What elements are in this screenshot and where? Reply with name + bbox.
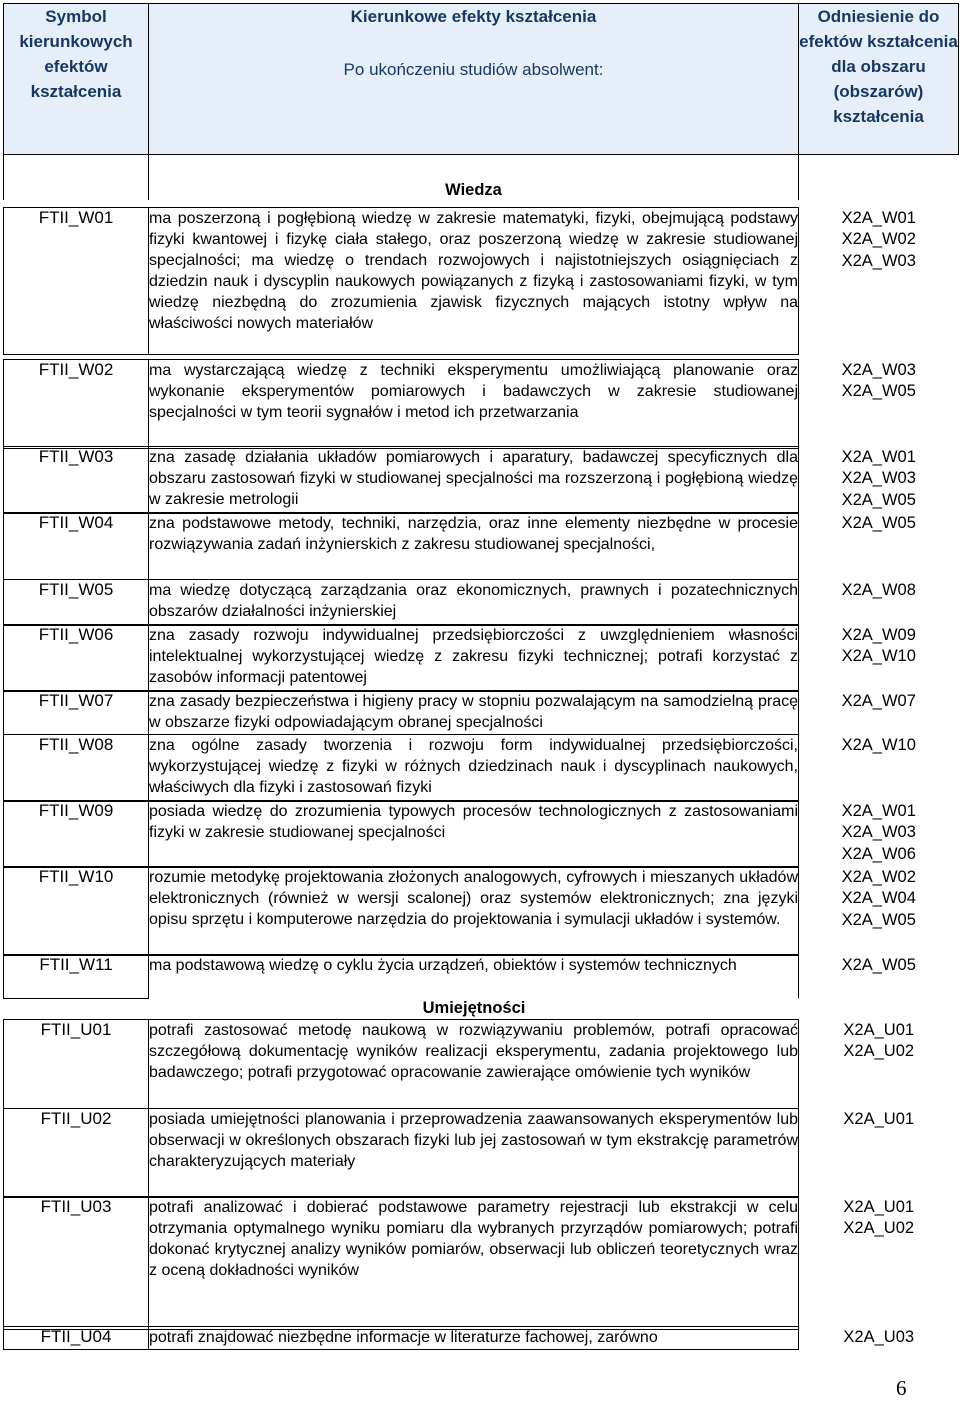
reference-code: X2A_U02: [843, 1219, 915, 1237]
outcome-text: potrafi analizować i dobierać podstawowe parametry rejestracji lub ekstrakcji w celu otrzymania optymalnego wyniku pomiaru dla wybranych przyrządów pomiarowych; potrafi dokonać krytycznej analizy wyników pomiarów, obserwacji lub obliczeń teoretycznych wraz z oceną dokładności wyników: [149, 1197, 799, 1330]
outcome-text: potrafi znajdować niezbędne informacje w literaturze fachowej, zarówno: [149, 1327, 799, 1350]
outcome-text: ma wiedzę dotyczącą zarządzania oraz ekonomicznych, prawnych i pozatechnicznych obszarów działalności inżynierskiej: [149, 580, 799, 626]
reference-code: X2A_W10: [841, 735, 916, 754]
outcome-row: [3, 954, 959, 999]
outcome-row: [3, 1196, 959, 1330]
reference-code: X2A_U02: [843, 1042, 915, 1060]
outcome-symbol: FTII_W11: [4, 955, 149, 999]
outcome-symbol: FTII_W06: [4, 625, 149, 692]
outcome-symbol: FTII_U03: [4, 1197, 149, 1330]
reference-code: X2A_W10: [841, 647, 916, 665]
outcome-symbol: FTII_U01: [4, 1020, 149, 1109]
outcome-row: [3, 866, 959, 956]
outcome-references: [799, 735, 959, 802]
reference-code: X2A_W08: [841, 580, 916, 599]
outcome-references: [799, 513, 959, 580]
header-reference: Odniesienie do efektów kształcenia dla obszaru (obszarów) kształcenia: [799, 4, 959, 155]
outcome-row: [3, 579, 959, 626]
header-outcomes: Kierunkowe efekty kształcenia Po ukończeniu studiów absolwent:: [149, 4, 799, 155]
section-umiejetnosci: Umiejętności: [149, 998, 799, 1018]
outcome-row: [3, 1019, 959, 1109]
outcome-references: [799, 1197, 959, 1330]
outcome-symbol: FTII_U04: [4, 1327, 149, 1350]
outcome-text: zna ogólne zasady tworzenia i rozwoju form indywidualnej przedsiębiorczości, wykorzystującej wiedzę z fizyki w różnych dziedzinach nauk i dyscyplinach naukowych, właściwych dla fizyki i zastosowań fizyki: [149, 735, 799, 802]
outcome-row: [3, 1326, 959, 1350]
reference-code: X2A_W03: [841, 823, 916, 841]
reference-code: X2A_W05: [841, 955, 916, 974]
outcome-row: [3, 1108, 959, 1198]
outcome-symbol: FTII_W01: [4, 208, 149, 355]
reference-code: X2A_W09: [841, 625, 916, 644]
reference-code: X2A_W03: [841, 251, 916, 270]
outcome-symbol: FTII_W02: [4, 360, 149, 449]
outcome-symbol: FTII_W10: [4, 867, 149, 956]
outcome-references: [799, 955, 959, 999]
section-wiedza: Wiedza: [149, 180, 799, 200]
outcome-symbol: FTII_W08: [4, 735, 149, 802]
outcome-text: zna zasady bezpieczeństwa i higieny pracy w stopniu pozwalającym na samodzielną pracę w obszarze fizyki odpowiadającym obranej specjalności: [149, 691, 799, 735]
outcome-row: [3, 800, 959, 868]
outcome-text: ma wystarczającą wiedzę z techniki eksperymentu umożliwiającą planowanie oraz wykonanie eksperymentów pomiarowych i badawczych w zakresie studiowanej specjalności w tym teorii sygnałów i metod ich przetwarzania: [149, 360, 799, 449]
reference-code: X2A_W04: [841, 889, 916, 907]
reference-code: X2A_W02: [841, 230, 916, 248]
outcome-references: [799, 580, 959, 626]
outcome-text: potrafi zastosować metodę naukową w rozwiązywaniu problemów, potrafi opracować szczegółową dokumentację wyników realizacji eksperymentu, zadania projektowego lub badawczego; potrafi przygotować opracowanie zawierające omówienie tych wyników: [149, 1020, 799, 1109]
outcome-references: [799, 1109, 959, 1198]
outcome-text: ma podstawową wiedzę o cyklu życia urządzeń, obiektów i systemów technicznych: [149, 955, 799, 999]
outcome-row: [3, 734, 959, 802]
outcome-references: [799, 208, 959, 355]
outcome-symbol: FTII_W04: [4, 513, 149, 580]
outcomes-body: [3, 180, 959, 200]
outcome-row: [3, 446, 959, 514]
reference-code: X2A_W01: [841, 447, 916, 466]
reference-code: X2A_U01: [843, 1109, 915, 1128]
reference-code: X2A_W02: [841, 867, 916, 886]
reference-code: X2A_W05: [841, 490, 916, 509]
reference-code: X2A_W07: [841, 691, 916, 710]
header-outcomes-subtitle: Po ukończeniu studiów absolwent:: [343, 60, 604, 79]
outcome-text: zna zasady rozwoju indywidualnej przedsiębiorczości z uwzględnieniem własności intelektualnej wykorzystującej wiedzę z zakresu fizyki technicznej; potrafi korzystać z zasobów informacji patentowej: [149, 625, 799, 692]
outcome-symbol: FTII_W09: [4, 801, 149, 868]
reference-code: X2A_W03: [841, 469, 916, 487]
outcome-row: [3, 624, 959, 692]
outcome-text: rozumie metodykę projektowania złożonych analogowych, cyfrowych i mieszanych układów elektronicznych (również w wersji scalonej) oraz systemów elektronicznych; zna języki opisu sprzętu i komputerowe narzędzia do projektowania i symulacji układów i systemów.: [149, 867, 799, 956]
reference-code: X2A_W05: [841, 910, 916, 929]
reference-code: X2A_U01: [843, 1197, 915, 1216]
outcome-text: zna zasadę działania układów pomiarowych i aparatury, badawczej specyficznych dla obszaru zastosowań fizyki w studiowanej specjalności ma rozszerzoną i pogłębioną wiedzę w zakresie metrologii: [149, 447, 799, 514]
header-symbol: Symbol kierunkowych efektów kształcenia: [4, 4, 149, 155]
outcome-references: [799, 625, 959, 692]
section-wiedza-row: [4, 180, 959, 200]
reference-code: X2A_W01: [841, 208, 916, 227]
outcome-references: [799, 691, 959, 735]
outcome-text: zna podstawowe metody, techniki, narzędzia, oraz inne elementy niezbędne w procesie rozwiązywania zadań inżynierskich z zakresu studiowanej specjalności,: [149, 513, 799, 580]
outcome-symbol: FTII_W03: [4, 447, 149, 514]
outcome-row: [3, 359, 959, 449]
outcome-row: [3, 690, 959, 735]
outcome-references: [799, 360, 959, 449]
outcome-text: posiada wiedzę do zrozumienia typowych procesów technologicznych z zastosowaniami fizyki w zakresie studiowanej specjalności: [149, 801, 799, 868]
outcome-references: [799, 867, 959, 956]
outcome-symbol: FTII_W07: [4, 691, 149, 735]
outcome-symbol: FTII_U02: [4, 1109, 149, 1198]
reference-code: X2A_W01: [841, 801, 916, 820]
reference-code: X2A_W03: [841, 360, 916, 379]
outcome-row: [3, 512, 959, 580]
outcome-references: [799, 447, 959, 514]
outcome-text: ma poszerzoną i pogłębioną wiedzę w zakresie matematyki, fizyki, obejmującą podstawy fizyki kwantowej i fizykę ciała stałego, oraz poszerzoną wiedzę w zakresie studiowanej specjalności; ma wiedzę o trendach rozwojowych i najistotniejszych osiągnięciach z dziedzin nauk i dyscyplin naukowych powiązanych z fizyką i zastosowaniami fizyki, w tym wiedzę niezbędną do zrozumienia zjawisk fizycznych mających istotny wpływ na właściwości nowych materiałów: [149, 208, 799, 355]
header-gap-row: [4, 155, 959, 182]
page-number: 6: [896, 1376, 907, 1400]
header-row: [4, 4, 959, 155]
learning-outcomes-table: [3, 3, 959, 181]
reference-code: X2A_W05: [841, 382, 916, 400]
outcome-references: [799, 1327, 959, 1350]
reference-code: X2A_U01: [843, 1020, 915, 1039]
reference-code: X2A_U03: [843, 1327, 915, 1346]
outcome-text: posiada umiejętności planowania i przeprowadzenia zaawansowanych eksperymentów lub obserwacji w określonych obszarach fizyki lub jej zastosowań w tym ekstrakcję parametrów charakteryzujących materiały: [149, 1109, 799, 1198]
outcome-symbol: FTII_W05: [4, 580, 149, 626]
reference-code: X2A_W06: [841, 844, 916, 863]
reference-code: X2A_W05: [841, 513, 916, 532]
outcome-row: [3, 207, 959, 355]
outcome-references: [799, 1020, 959, 1109]
outcome-references: [799, 801, 959, 868]
